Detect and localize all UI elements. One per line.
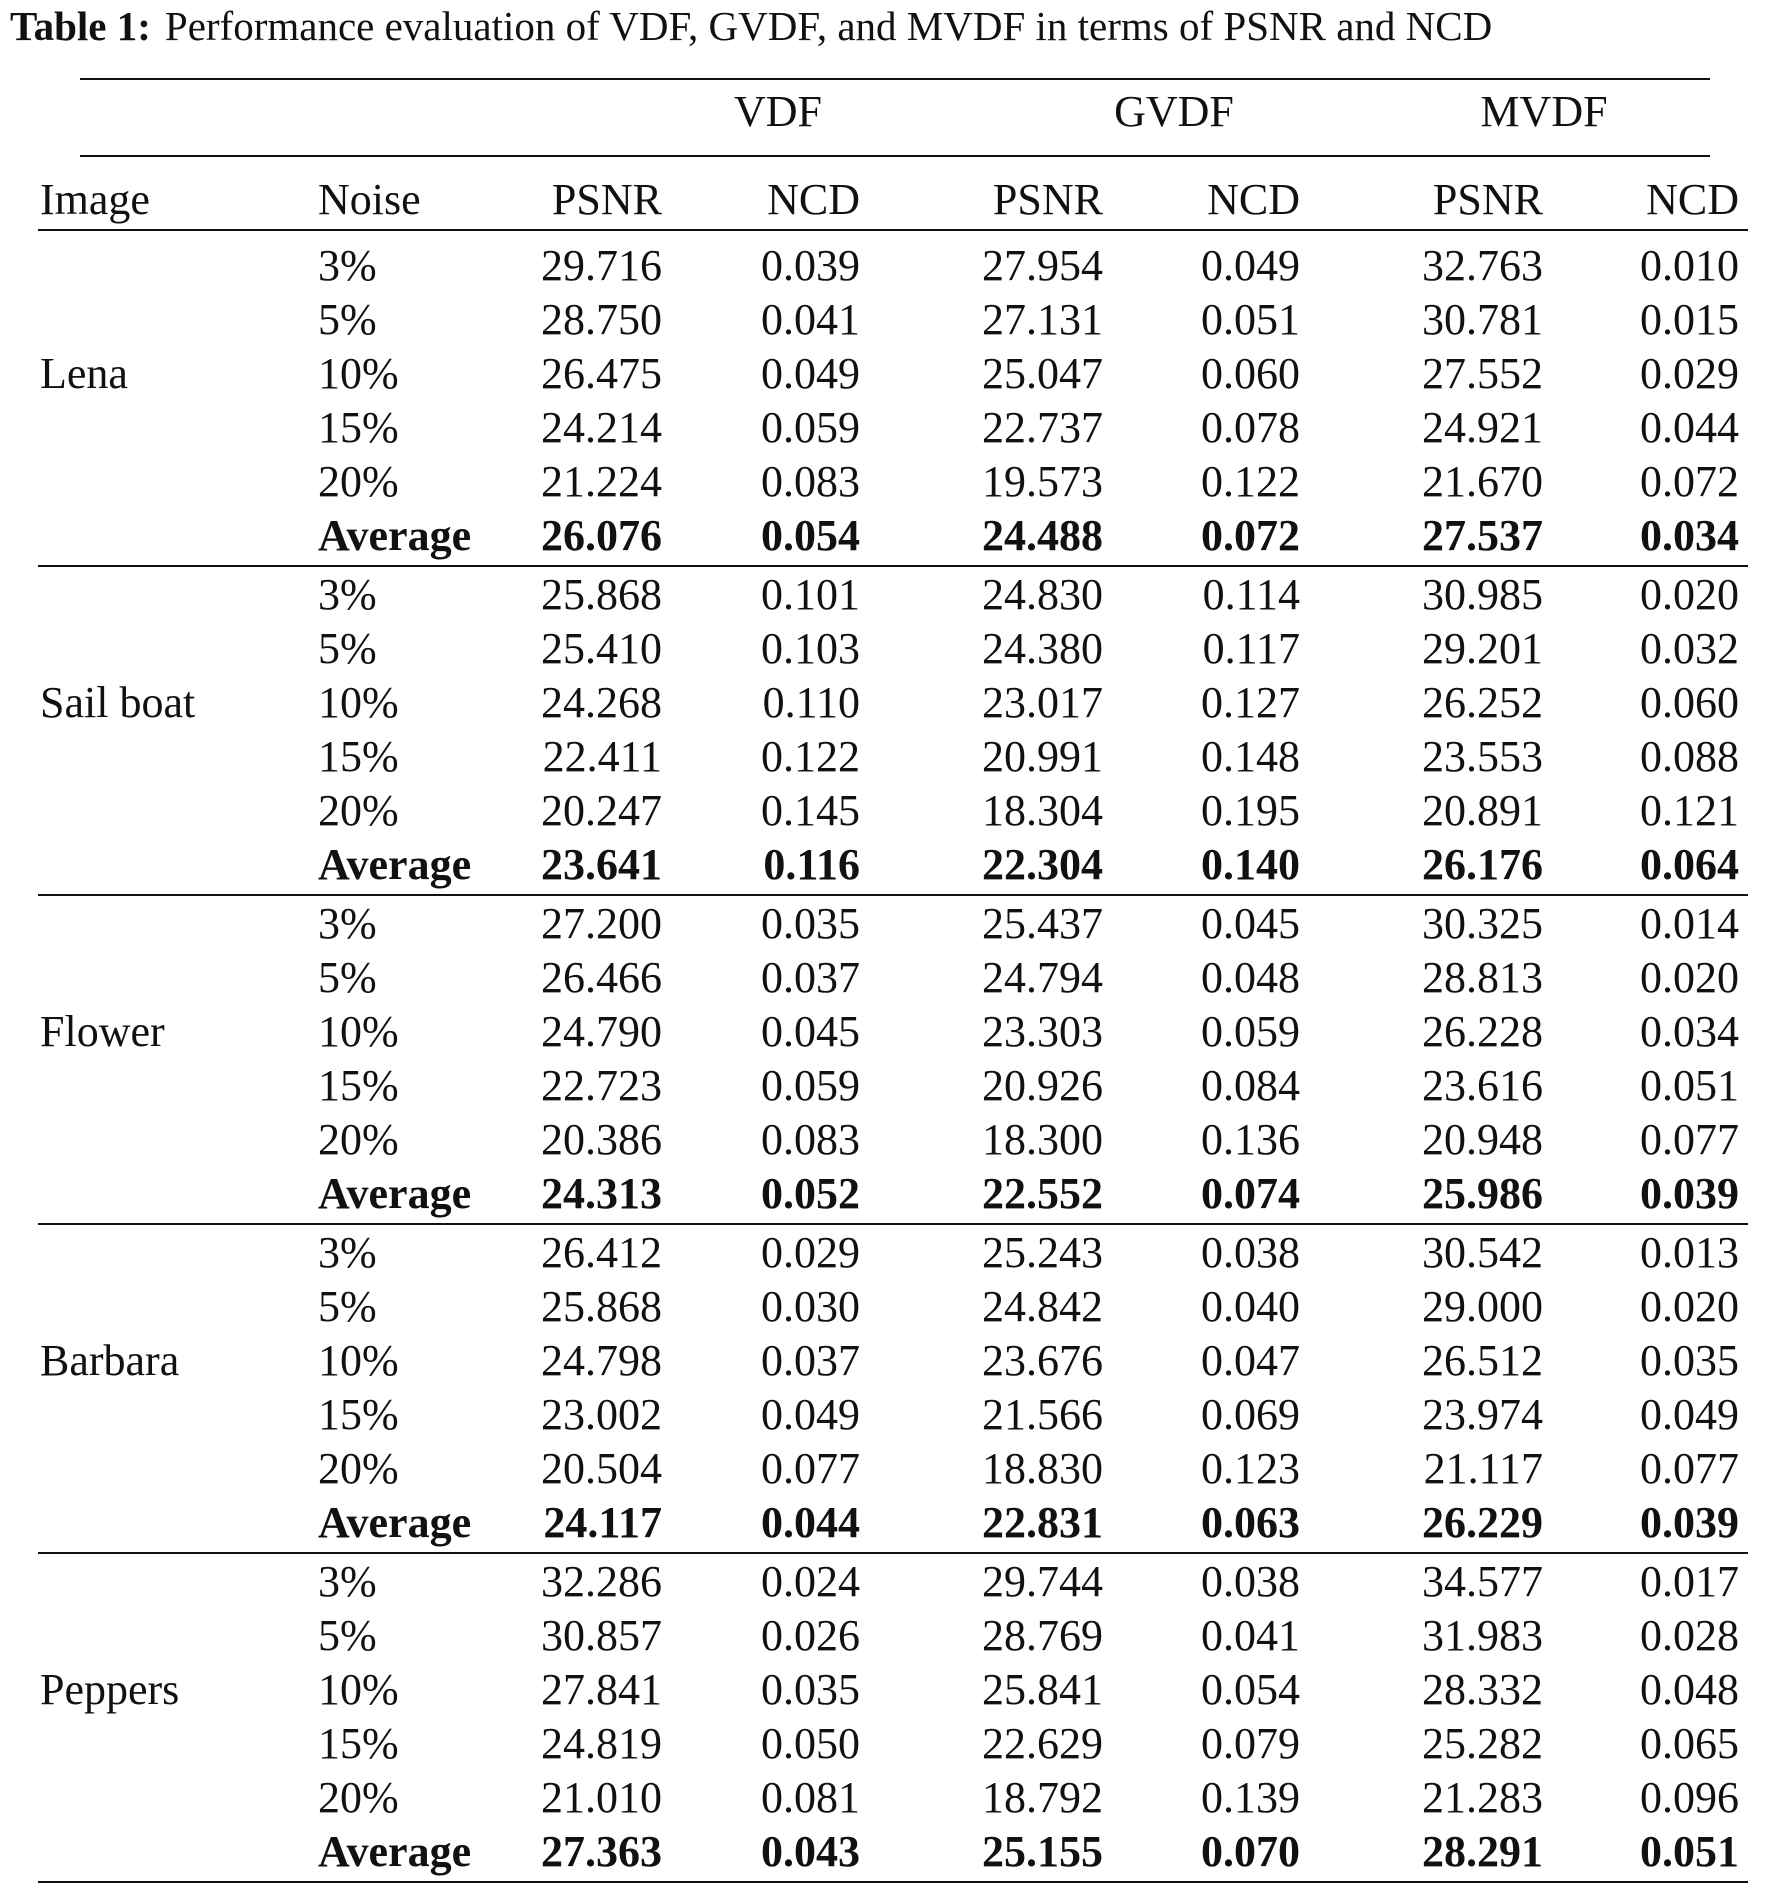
value-cell: 0.049 <box>761 349 860 398</box>
value-cell: 0.069 <box>1201 1390 1300 1439</box>
average-value-cell: 25.986 <box>1422 1169 1543 1218</box>
value-cell: 29.716 <box>541 241 662 290</box>
column-header-gvdf-psnr: PSNR <box>992 175 1103 224</box>
value-cell: 0.010 <box>1640 241 1739 290</box>
value-cell: 29.000 <box>1422 1282 1543 1331</box>
value-cell: 0.103 <box>761 624 860 673</box>
value-cell: 27.954 <box>982 241 1103 290</box>
value-cell: 0.040 <box>1201 1282 1300 1331</box>
value-cell: 0.035 <box>761 1665 860 1714</box>
value-cell: 0.038 <box>1201 1228 1300 1277</box>
group-header-rule <box>80 155 1710 157</box>
value-cell: 20.504 <box>541 1444 662 1493</box>
value-cell: 0.020 <box>1640 1282 1739 1331</box>
value-cell: 24.830 <box>982 570 1103 619</box>
noise-level: 15% <box>318 732 399 781</box>
noise-level: 10% <box>318 1007 399 1056</box>
value-cell: 25.410 <box>541 624 662 673</box>
value-cell: 0.136 <box>1201 1115 1300 1164</box>
noise-level: 10% <box>318 1665 399 1714</box>
image-name-peppers: Peppers <box>40 1665 180 1714</box>
value-cell: 0.122 <box>761 732 860 781</box>
value-cell: 0.081 <box>761 1773 860 1822</box>
average-value-cell: 0.044 <box>761 1498 860 1547</box>
value-cell: 0.060 <box>1201 349 1300 398</box>
value-cell: 0.045 <box>761 1007 860 1056</box>
value-cell: 23.616 <box>1422 1061 1543 1110</box>
average-label: Average <box>318 511 472 560</box>
value-cell: 0.059 <box>1201 1007 1300 1056</box>
value-cell: 25.282 <box>1422 1719 1543 1768</box>
value-cell: 0.047 <box>1201 1336 1300 1385</box>
average-value-cell: 22.831 <box>982 1498 1103 1547</box>
group-header-vdf: VDF <box>733 87 823 136</box>
value-cell: 0.044 <box>1640 403 1739 452</box>
value-cell: 0.077 <box>1640 1444 1739 1493</box>
value-cell: 0.123 <box>1201 1444 1300 1493</box>
value-cell: 30.781 <box>1422 295 1543 344</box>
image-name-sail-boat: Sail boat <box>40 678 196 727</box>
value-cell: 24.921 <box>1422 403 1543 452</box>
value-cell: 0.114 <box>1202 570 1300 619</box>
table-bottom-rule <box>38 1881 1748 1883</box>
average-value-cell: 0.064 <box>1640 840 1739 889</box>
value-cell: 23.553 <box>1422 732 1543 781</box>
value-cell: 0.083 <box>761 457 860 506</box>
column-header-mvdf-ncd: NCD <box>1646 175 1739 224</box>
group-header-gvdf: GVDF <box>1114 87 1234 136</box>
value-cell: 0.048 <box>1201 953 1300 1002</box>
caption-label: Table 1: <box>10 3 151 49</box>
average-value-cell: 0.116 <box>763 840 860 889</box>
value-cell: 0.084 <box>1201 1061 1300 1110</box>
value-cell: 20.926 <box>982 1061 1103 1110</box>
image-name-barbara: Barbara <box>40 1336 180 1385</box>
group-separator-rule <box>38 1552 1748 1554</box>
value-cell: 26.252 <box>1422 678 1543 727</box>
noise-level: 3% <box>318 1557 377 1606</box>
value-cell: 23.002 <box>541 1390 662 1439</box>
noise-level: 5% <box>318 953 377 1002</box>
average-value-cell: 26.076 <box>541 511 662 560</box>
value-cell: 0.049 <box>1201 241 1300 290</box>
noise-level: 10% <box>318 678 399 727</box>
value-cell: 26.228 <box>1422 1007 1543 1056</box>
noise-level: 15% <box>318 1061 399 1110</box>
noise-level: 20% <box>318 786 399 835</box>
value-cell: 0.110 <box>762 678 860 727</box>
value-cell: 24.380 <box>982 624 1103 673</box>
noise-level: 20% <box>318 1444 399 1493</box>
value-cell: 27.841 <box>541 1665 662 1714</box>
column-header-gvdf-ncd: NCD <box>1207 175 1300 224</box>
value-cell: 0.088 <box>1640 732 1739 781</box>
value-cell: 28.750 <box>541 295 662 344</box>
column-header-image: Image <box>40 175 150 224</box>
value-cell: 0.034 <box>1640 1007 1739 1056</box>
group-separator-rule <box>38 894 1748 896</box>
value-cell: 28.769 <box>982 1611 1103 1660</box>
value-cell: 25.243 <box>982 1228 1103 1277</box>
value-cell: 0.145 <box>761 786 860 835</box>
average-value-cell: 0.052 <box>761 1169 860 1218</box>
value-cell: 18.830 <box>982 1444 1103 1493</box>
average-value-cell: 23.641 <box>541 840 662 889</box>
average-value-cell: 0.063 <box>1201 1498 1300 1547</box>
average-value-cell: 0.039 <box>1640 1498 1739 1547</box>
value-cell: 24.268 <box>541 678 662 727</box>
value-cell: 18.792 <box>982 1773 1103 1822</box>
average-value-cell: 24.117 <box>543 1498 662 1547</box>
average-value-cell: 0.051 <box>1640 1827 1739 1876</box>
value-cell: 0.041 <box>1201 1611 1300 1660</box>
value-cell: 21.670 <box>1422 457 1543 506</box>
value-cell: 27.200 <box>541 899 662 948</box>
value-cell: 24.790 <box>541 1007 662 1056</box>
value-cell: 21.283 <box>1422 1773 1543 1822</box>
value-cell: 0.060 <box>1640 678 1739 727</box>
average-value-cell: 25.155 <box>982 1827 1103 1876</box>
average-value-cell: 22.552 <box>982 1169 1103 1218</box>
column-header-vdf-psnr: PSNR <box>551 175 662 224</box>
value-cell: 0.024 <box>761 1557 860 1606</box>
value-cell: 0.026 <box>761 1611 860 1660</box>
average-value-cell: 26.229 <box>1422 1498 1543 1547</box>
value-cell: 30.542 <box>1422 1228 1543 1277</box>
value-cell: 0.045 <box>1201 899 1300 948</box>
table-top-rule <box>80 78 1710 80</box>
value-cell: 25.437 <box>982 899 1103 948</box>
noise-level: 5% <box>318 1282 377 1331</box>
value-cell: 0.195 <box>1201 786 1300 835</box>
value-cell: 0.029 <box>761 1228 860 1277</box>
value-cell: 23.676 <box>982 1336 1103 1385</box>
noise-level: 5% <box>318 1611 377 1660</box>
value-cell: 0.117 <box>1202 624 1300 673</box>
value-cell: 29.201 <box>1422 624 1543 673</box>
noise-level: 15% <box>318 1719 399 1768</box>
value-cell: 24.819 <box>541 1719 662 1768</box>
value-cell: 20.891 <box>1422 786 1543 835</box>
value-cell: 0.077 <box>761 1444 860 1493</box>
image-name-flower: Flower <box>40 1007 165 1056</box>
average-value-cell: 0.054 <box>761 511 860 560</box>
value-cell: 29.744 <box>982 1557 1103 1606</box>
noise-level: 15% <box>318 403 399 452</box>
value-cell: 0.029 <box>1640 349 1739 398</box>
value-cell: 24.794 <box>982 953 1103 1002</box>
average-value-cell: 27.537 <box>1422 511 1543 560</box>
noise-level: 3% <box>318 899 377 948</box>
value-cell: 0.015 <box>1640 295 1739 344</box>
value-cell: 0.079 <box>1201 1719 1300 1768</box>
noise-level: 3% <box>318 241 377 290</box>
value-cell: 0.039 <box>761 241 860 290</box>
average-value-cell: 0.140 <box>1201 840 1300 889</box>
value-cell: 25.047 <box>982 349 1103 398</box>
group-separator-rule <box>38 565 1748 567</box>
value-cell: 32.763 <box>1422 241 1543 290</box>
value-cell: 23.974 <box>1422 1390 1543 1439</box>
value-cell: 20.948 <box>1422 1115 1543 1164</box>
noise-level: 15% <box>318 1390 399 1439</box>
value-cell: 0.013 <box>1640 1228 1739 1277</box>
average-value-cell: 24.488 <box>982 511 1103 560</box>
value-cell: 0.017 <box>1640 1557 1739 1606</box>
value-cell: 0.078 <box>1201 403 1300 452</box>
caption-text: Performance evaluation of VDF, GVDF, and MVDF in terms of PSNR and NCD <box>164 3 1493 49</box>
value-cell: 0.049 <box>1640 1390 1739 1439</box>
average-value-cell: 27.363 <box>541 1827 662 1876</box>
value-cell: 30.325 <box>1422 899 1543 948</box>
value-cell: 0.054 <box>1201 1665 1300 1714</box>
value-cell: 0.065 <box>1640 1719 1739 1768</box>
value-cell: 0.038 <box>1201 1557 1300 1606</box>
value-cell: 0.072 <box>1640 457 1739 506</box>
noise-level: 20% <box>318 1115 399 1164</box>
value-cell: 0.077 <box>1640 1115 1739 1164</box>
image-name-lena: Lena <box>40 349 128 398</box>
average-value-cell: 0.034 <box>1640 511 1739 560</box>
value-cell: 30.985 <box>1422 570 1543 619</box>
value-cell: 34.577 <box>1422 1557 1543 1606</box>
value-cell: 0.139 <box>1201 1773 1300 1822</box>
value-cell: 0.059 <box>761 1061 860 1110</box>
average-value-cell: 0.074 <box>1201 1169 1300 1218</box>
group-header-mvdf: MVDF <box>1480 87 1608 136</box>
noise-level: 5% <box>318 295 377 344</box>
value-cell: 21.117 <box>1423 1444 1543 1493</box>
value-cell: 22.737 <box>982 403 1103 452</box>
average-value-cell: 28.291 <box>1422 1827 1543 1876</box>
average-label: Average <box>318 1827 472 1876</box>
value-cell: 25.868 <box>541 1282 662 1331</box>
value-cell: 0.049 <box>761 1390 860 1439</box>
noise-level: 5% <box>318 624 377 673</box>
value-cell: 23.017 <box>982 678 1103 727</box>
value-cell: 0.051 <box>1640 1061 1739 1110</box>
group-separator-rule <box>38 1223 1748 1225</box>
value-cell: 0.037 <box>761 1336 860 1385</box>
value-cell: 26.475 <box>541 349 662 398</box>
value-cell: 25.868 <box>541 570 662 619</box>
value-cell: 0.127 <box>1201 678 1300 727</box>
value-cell: 0.028 <box>1640 1611 1739 1660</box>
value-cell: 0.051 <box>1201 295 1300 344</box>
value-cell: 24.214 <box>541 403 662 452</box>
average-value-cell: 0.070 <box>1201 1827 1300 1876</box>
value-cell: 20.247 <box>541 786 662 835</box>
noise-level: 3% <box>318 1228 377 1277</box>
value-cell: 32.286 <box>541 1557 662 1606</box>
value-cell: 20.991 <box>982 732 1103 781</box>
value-cell: 24.798 <box>541 1336 662 1385</box>
value-cell: 0.059 <box>761 403 860 452</box>
noise-level: 10% <box>318 1336 399 1385</box>
value-cell: 0.101 <box>761 570 860 619</box>
value-cell: 26.412 <box>541 1228 662 1277</box>
value-cell: 26.466 <box>541 953 662 1002</box>
value-cell: 30.857 <box>541 1611 662 1660</box>
value-cell: 18.304 <box>982 786 1103 835</box>
value-cell: 0.020 <box>1640 953 1739 1002</box>
value-cell: 19.573 <box>982 457 1103 506</box>
average-value-cell: 26.176 <box>1422 840 1543 889</box>
value-cell: 21.566 <box>982 1390 1103 1439</box>
value-cell: 22.629 <box>982 1719 1103 1768</box>
value-cell: 0.030 <box>761 1282 860 1331</box>
average-value-cell: 0.072 <box>1201 511 1300 560</box>
value-cell: 20.386 <box>541 1115 662 1164</box>
noise-level: 20% <box>318 457 399 506</box>
value-cell: 0.020 <box>1640 570 1739 619</box>
value-cell: 24.842 <box>982 1282 1103 1331</box>
column-header-rule <box>38 229 1748 231</box>
column-header-mvdf-psnr: PSNR <box>1432 175 1543 224</box>
average-label: Average <box>318 1498 472 1547</box>
value-cell: 23.303 <box>982 1007 1103 1056</box>
value-cell: 0.148 <box>1201 732 1300 781</box>
value-cell: 31.983 <box>1422 1611 1543 1660</box>
value-cell: 0.121 <box>1640 786 1739 835</box>
value-cell: 21.224 <box>541 457 662 506</box>
column-header-vdf-ncd: NCD <box>767 175 860 224</box>
value-cell: 0.035 <box>1640 1336 1739 1385</box>
value-cell: 28.332 <box>1422 1665 1543 1714</box>
value-cell: 21.010 <box>541 1773 662 1822</box>
average-label: Average <box>318 1169 472 1218</box>
average-label: Average <box>318 840 472 889</box>
noise-level: 10% <box>318 349 399 398</box>
value-cell: 0.032 <box>1640 624 1739 673</box>
value-cell: 22.411 <box>542 732 662 781</box>
value-cell: 25.841 <box>982 1665 1103 1714</box>
value-cell: 0.048 <box>1640 1665 1739 1714</box>
value-cell: 0.083 <box>761 1115 860 1164</box>
average-value-cell: 22.304 <box>982 840 1103 889</box>
value-cell: 0.037 <box>761 953 860 1002</box>
average-value-cell: 0.043 <box>761 1827 860 1876</box>
value-cell: 0.096 <box>1640 1773 1739 1822</box>
average-value-cell: 24.313 <box>541 1169 662 1218</box>
noise-level: 3% <box>318 570 377 619</box>
value-cell: 18.300 <box>982 1115 1103 1164</box>
value-cell: 0.035 <box>761 899 860 948</box>
value-cell: 26.512 <box>1422 1336 1543 1385</box>
noise-level: 20% <box>318 1773 399 1822</box>
column-header-noise: Noise <box>318 175 421 224</box>
value-cell: 0.122 <box>1201 457 1300 506</box>
value-cell: 27.131 <box>982 295 1103 344</box>
value-cell: 0.014 <box>1640 899 1739 948</box>
value-cell: 0.050 <box>761 1719 860 1768</box>
value-cell: 28.813 <box>1422 953 1543 1002</box>
table-caption <box>10 2 1787 50</box>
value-cell: 0.041 <box>761 295 860 344</box>
value-cell: 22.723 <box>541 1061 662 1110</box>
average-value-cell: 0.039 <box>1640 1169 1739 1218</box>
value-cell: 27.552 <box>1422 349 1543 398</box>
